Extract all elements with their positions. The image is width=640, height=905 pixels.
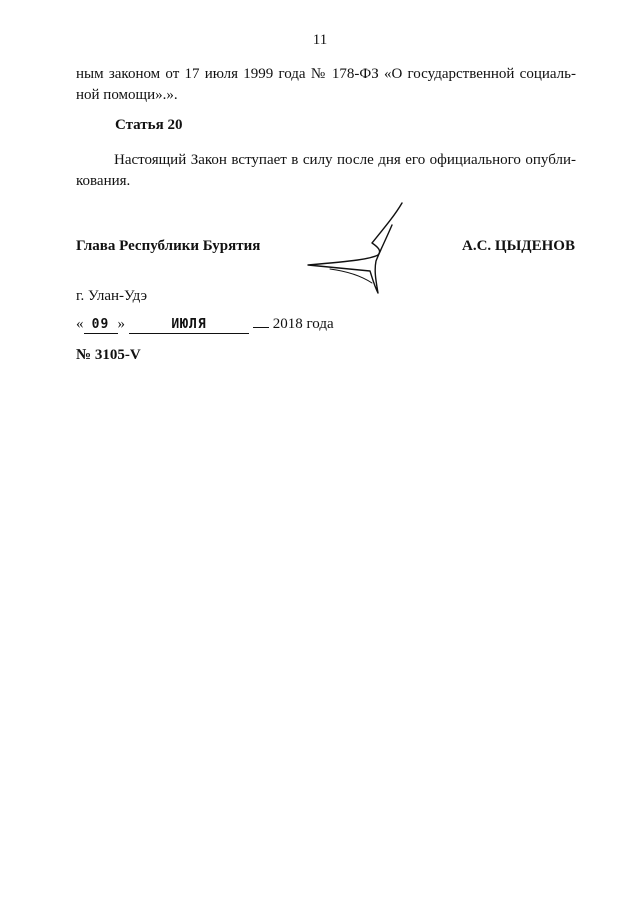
signer-name: А.С. ЦЫДЕНОВ xyxy=(462,238,575,254)
article-heading: Статья 20 xyxy=(115,117,183,133)
handwritten-signature xyxy=(300,195,420,305)
month-field xyxy=(129,316,249,334)
city-line: г. Улан-Удэ xyxy=(76,288,148,304)
open-quote: « xyxy=(76,316,84,332)
date-line xyxy=(76,310,334,334)
article-text: Настоящий Закон вступает в силу после дня его официального опубли-кования. xyxy=(76,152,576,189)
year-text: 2018 года xyxy=(272,316,334,332)
continuation-paragraph: ным законом от 17 июля 1999 года № 178-ФЗ «О государственной социаль-ной помощи».». xyxy=(76,66,576,103)
month-stamp: ИЮЛЯ xyxy=(171,317,207,332)
signer-title: Глава Республики Бурятия xyxy=(76,238,261,254)
day-field xyxy=(84,316,118,334)
month-field-tail xyxy=(253,310,269,328)
page-number: 11 xyxy=(312,32,328,48)
law-number: № 3105-V xyxy=(76,347,141,363)
close-quote: » xyxy=(117,316,125,332)
day-stamp: 09 xyxy=(91,317,110,332)
